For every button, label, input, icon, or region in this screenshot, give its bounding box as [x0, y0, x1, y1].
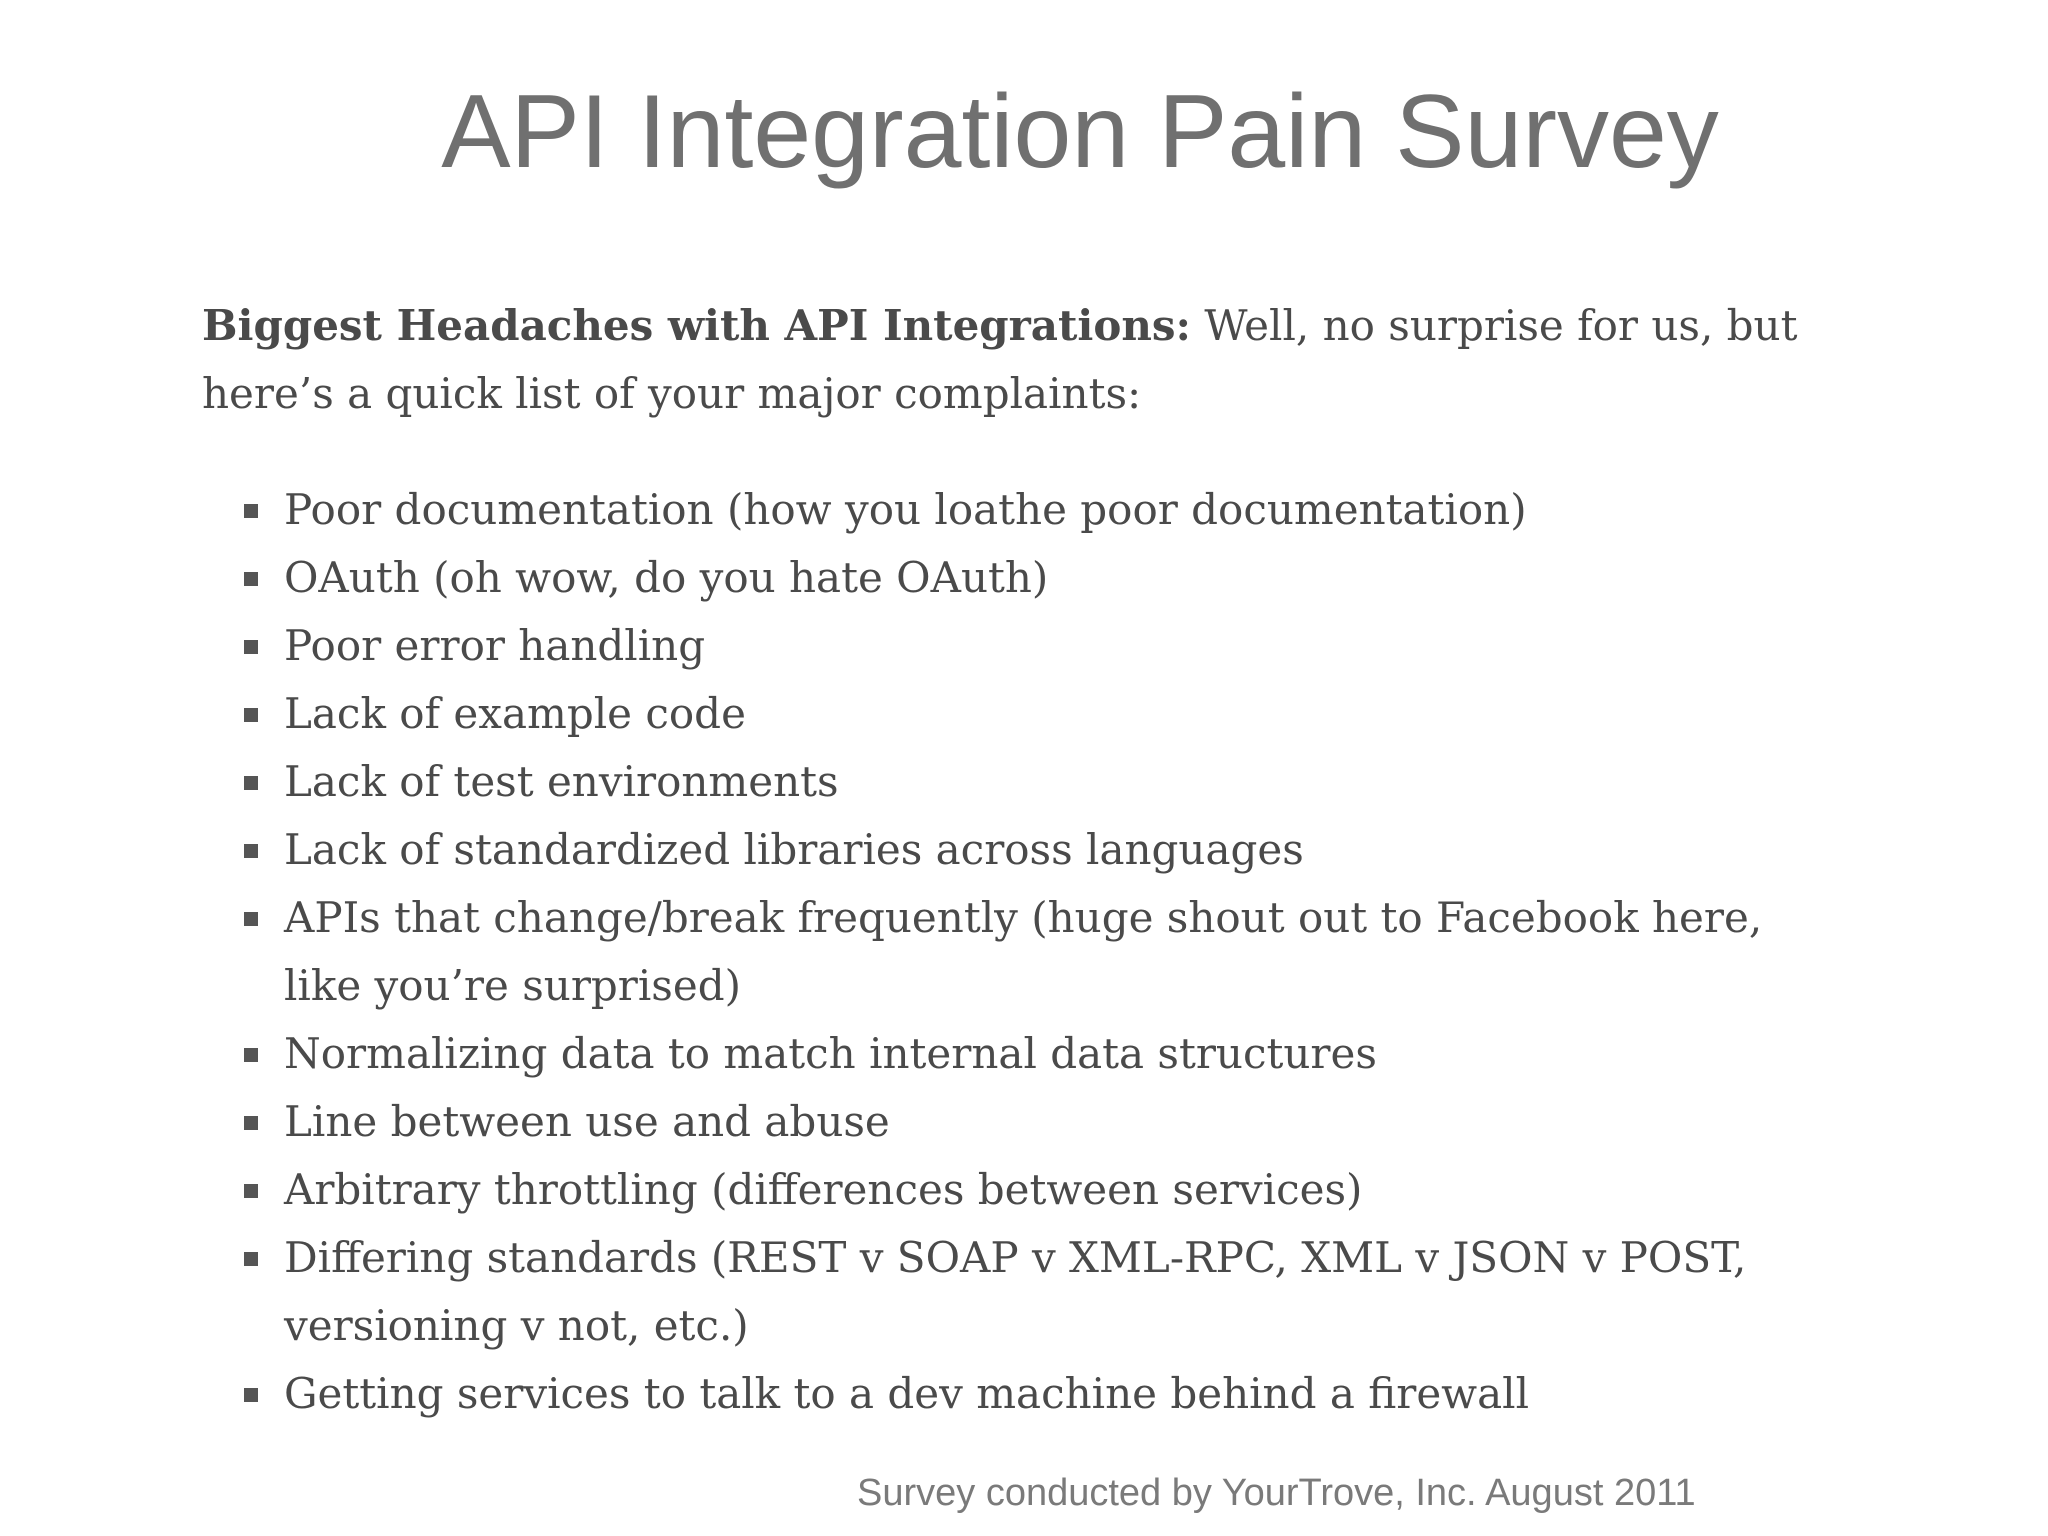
- square-bullet-icon: [244, 1388, 258, 1402]
- list-item-text: Lack of example code: [284, 689, 746, 738]
- square-bullet-icon: [244, 504, 258, 518]
- list-item-text: Line between use and abuse: [284, 1097, 890, 1146]
- list-item-text: Poor error handling: [284, 621, 706, 670]
- slide-title: API Integration Pain Survey: [441, 74, 1719, 190]
- square-bullet-icon: [244, 912, 258, 926]
- list-item: [202, 544, 1842, 612]
- list-item: [202, 680, 1842, 748]
- list-item: [202, 884, 1842, 1020]
- list-item-text: Lack of standardized libraries across languages: [284, 825, 1304, 874]
- complaints-list: [202, 476, 1842, 1428]
- survey-content: [202, 292, 1842, 1428]
- list-item: [202, 1224, 1842, 1360]
- list-item-text: OAuth (oh wow, do you hate OAuth): [284, 553, 1049, 602]
- square-bullet-icon: [244, 776, 258, 790]
- intro-heading: Biggest Headaches with API Integrations:: [202, 301, 1192, 350]
- list-item-text: Arbitrary throttling (differences between services): [284, 1165, 1363, 1214]
- list-item: [202, 1088, 1842, 1156]
- intro-text: Well, no surprise for us, but here’s a quick list of your major complaints:: [202, 301, 1798, 418]
- list-item: [202, 612, 1842, 680]
- square-bullet-icon: [244, 708, 258, 722]
- list-item: [202, 1020, 1842, 1088]
- square-bullet-icon: [244, 1048, 258, 1062]
- list-item: [202, 476, 1842, 544]
- list-item-text: Poor documentation (how you loathe poor documentation): [284, 485, 1527, 534]
- survey-credit: Survey conducted by YourTrove, Inc. August 2011: [857, 1472, 1696, 1514]
- square-bullet-icon: [244, 844, 258, 858]
- list-item-text: Getting services to talk to a dev machine behind a firewall: [284, 1369, 1530, 1418]
- list-item: [202, 816, 1842, 884]
- square-bullet-icon: [244, 1252, 258, 1266]
- square-bullet-icon: [244, 640, 258, 654]
- list-item-text: APIs that change/break frequently (huge shout out to Facebook here, like you’re surprised): [284, 893, 1763, 1010]
- square-bullet-icon: [244, 572, 258, 586]
- square-bullet-icon: [244, 1184, 258, 1198]
- list-item: [202, 1360, 1842, 1428]
- square-bullet-icon: [244, 1116, 258, 1130]
- list-item-text: Differing standards (REST v SOAP v XML-RPC, XML v JSON v POST, versioning v not, etc.): [284, 1233, 1747, 1350]
- list-item: [202, 748, 1842, 816]
- list-item: [202, 1156, 1842, 1224]
- intro-paragraph: [202, 292, 1842, 428]
- list-item-text: Normalizing data to match internal data structures: [284, 1029, 1377, 1078]
- list-item-text: Lack of test environments: [284, 757, 839, 806]
